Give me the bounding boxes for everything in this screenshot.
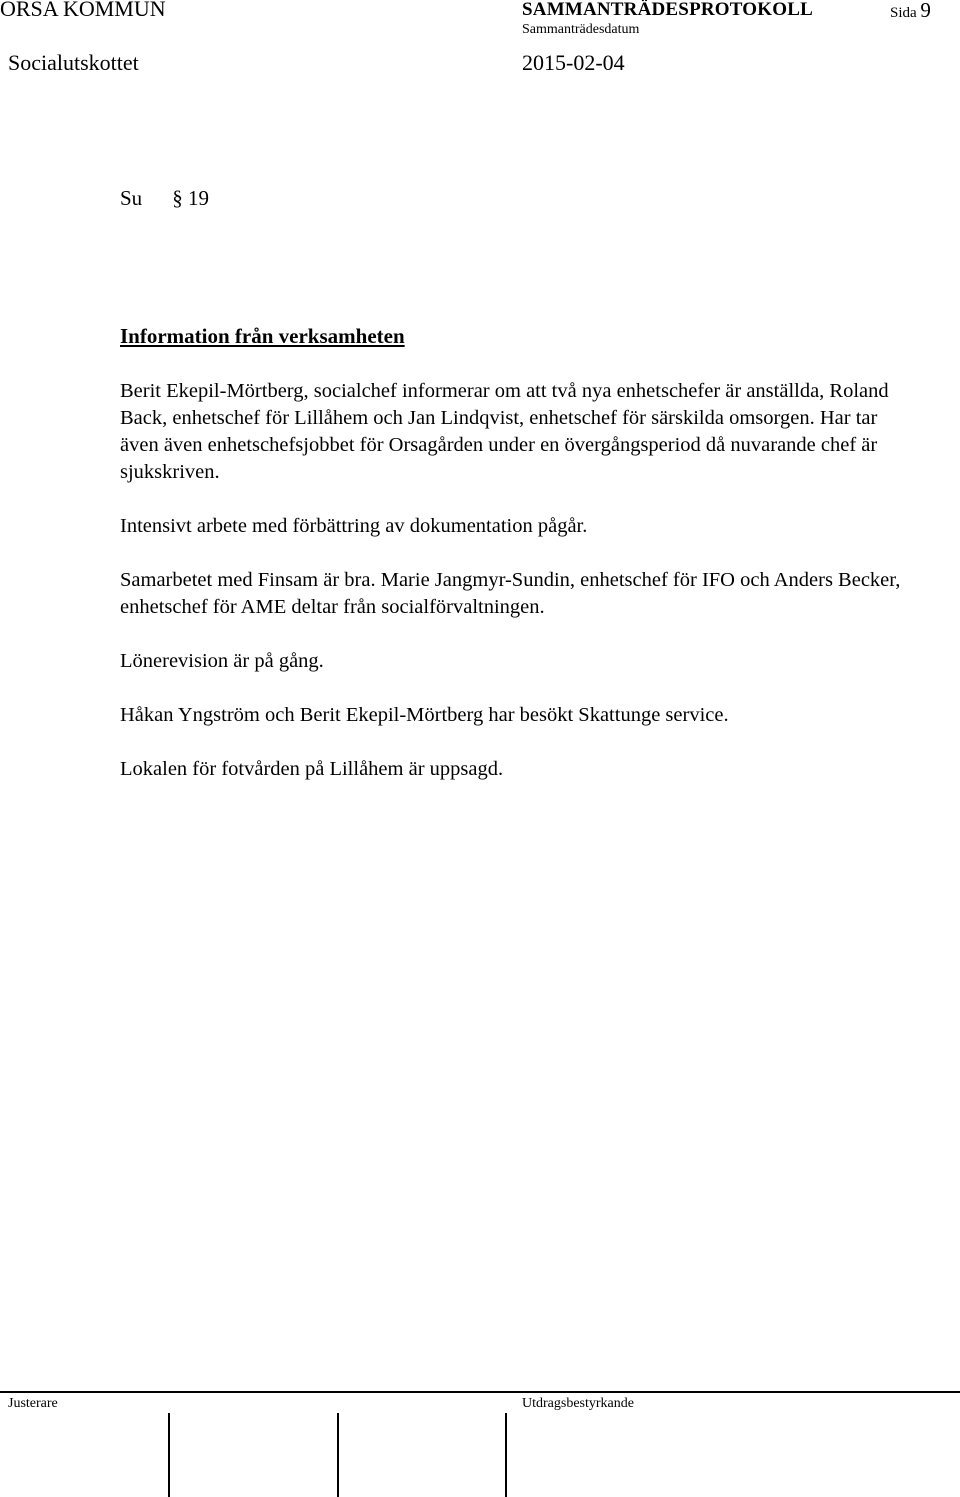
section-prefix: Su bbox=[120, 186, 143, 210]
paragraph: Intensivt arbete med förbättring av dokumentation pågår. bbox=[120, 515, 588, 537]
protocol-title: SAMMANTRÄDESPROTOKOLL bbox=[522, 0, 813, 20]
section-symbol: § bbox=[172, 186, 183, 210]
utdragsbestyrkande-label: Utdragsbestyrkande bbox=[522, 1396, 634, 1411]
signature-box-divider bbox=[505, 1413, 507, 1497]
body-name: Socialutskottet bbox=[8, 50, 139, 75]
section-title: Information från verksamheten bbox=[120, 324, 405, 348]
paragraph: Berit Ekepil-Mörtberg, socialchef informerar om att två nya enhetschefer är anställda, Roland Back, enhetschef för Lillåhem och Jan Lindqvist, enhetschef för särskilda omsorgen. Har tar även även enhetschefsjobbet för Orsagården under en övergångsperiod då nuvarande chef är sjukskriven. bbox=[120, 380, 889, 483]
section-number bbox=[120, 186, 209, 211]
paragraph: Samarbetet med Finsam är bra. Marie Jangmyr-Sundin, enhetschef för IFO och Anders Becker, enhetschef för AME deltar från socialförvaltningen. bbox=[120, 569, 901, 618]
paragraph: Håkan Yngström och Berit Ekepil-Mörtberg har besökt Skattunge service. bbox=[120, 704, 729, 726]
section-body bbox=[120, 378, 920, 810]
justerare-label: Justerare bbox=[8, 1396, 58, 1411]
signature-box-divider bbox=[168, 1413, 170, 1497]
page-label: Sida bbox=[890, 5, 917, 21]
meeting-date: 2015-02-04 bbox=[522, 50, 625, 75]
signature-box-divider bbox=[337, 1413, 339, 1497]
meeting-date-label: Sammanträdesdatum bbox=[522, 22, 640, 37]
section-number-value: 19 bbox=[187, 186, 209, 210]
page-number: 9 bbox=[920, 0, 931, 22]
paragraph: Lokalen för fotvården på Lillåhem är uppsagd. bbox=[120, 758, 504, 780]
footer-divider bbox=[0, 1391, 960, 1393]
paragraph: Lönerevision är på gång. bbox=[120, 650, 324, 672]
organization-name: ORSA KOMMUN bbox=[0, 0, 166, 21]
page-indicator bbox=[890, 0, 931, 23]
